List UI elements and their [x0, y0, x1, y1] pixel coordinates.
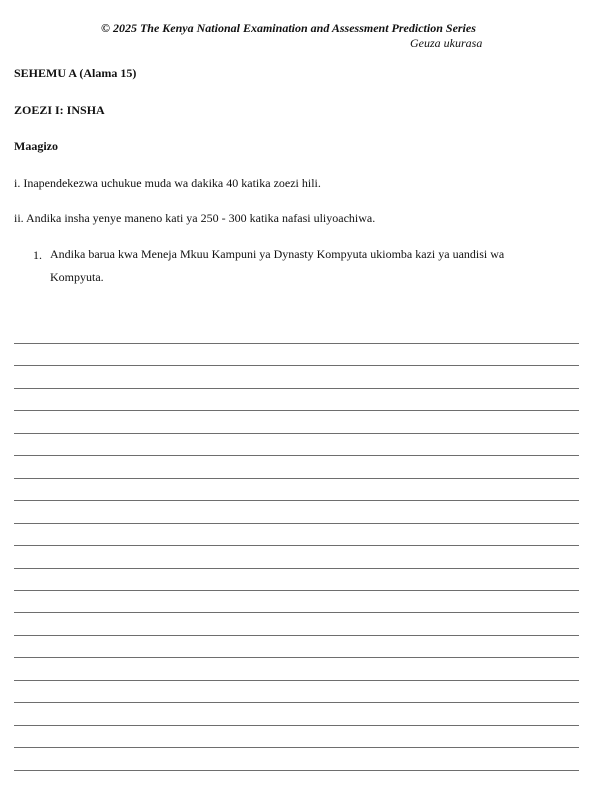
answer-line [14, 657, 579, 658]
answer-line [14, 478, 579, 479]
answer-line [14, 680, 579, 681]
answer-line [14, 702, 579, 703]
answer-line [14, 523, 579, 524]
answer-line [14, 388, 579, 389]
instruction-item: i. Inapendekezwa uchukue muda wa dakika 40 katika zoezi hili. [14, 176, 321, 190]
copyright-header: © 2025 The Kenya National Examination and Assessment Prediction Series [101, 21, 476, 35]
instructions-label: Maagizo [14, 139, 58, 153]
answer-line [14, 343, 579, 344]
answer-line [14, 590, 579, 591]
answer-line [14, 455, 579, 456]
section-heading: SEHEMU A (Alama 15) [14, 66, 137, 80]
answer-line [14, 410, 579, 411]
answer-line [14, 747, 579, 748]
answer-line [14, 365, 579, 366]
answer-line [14, 568, 579, 569]
instruction-item: ii. Andika insha yenye maneno kati ya 250 - 300 katika nafasi uliyoachiwa. [14, 211, 376, 225]
answer-line [14, 612, 579, 613]
answer-line [14, 500, 579, 501]
answer-line [14, 770, 579, 771]
answer-line [14, 433, 579, 434]
question-number: 1. [33, 248, 42, 262]
question-text [50, 243, 504, 289]
answer-line [14, 545, 579, 546]
question-line-2: Kompyuta. [50, 270, 104, 284]
exercise-heading: ZOEZI I: INSHA [14, 103, 105, 117]
turn-page-note: Geuza ukurasa [410, 36, 483, 50]
answer-line [14, 635, 579, 636]
answer-line [14, 725, 579, 726]
question-line-1: Andika barua kwa Meneja Mkuu Kampuni ya Dynasty Kompyuta ukiomba kazi ya uandisi wa [50, 247, 505, 261]
